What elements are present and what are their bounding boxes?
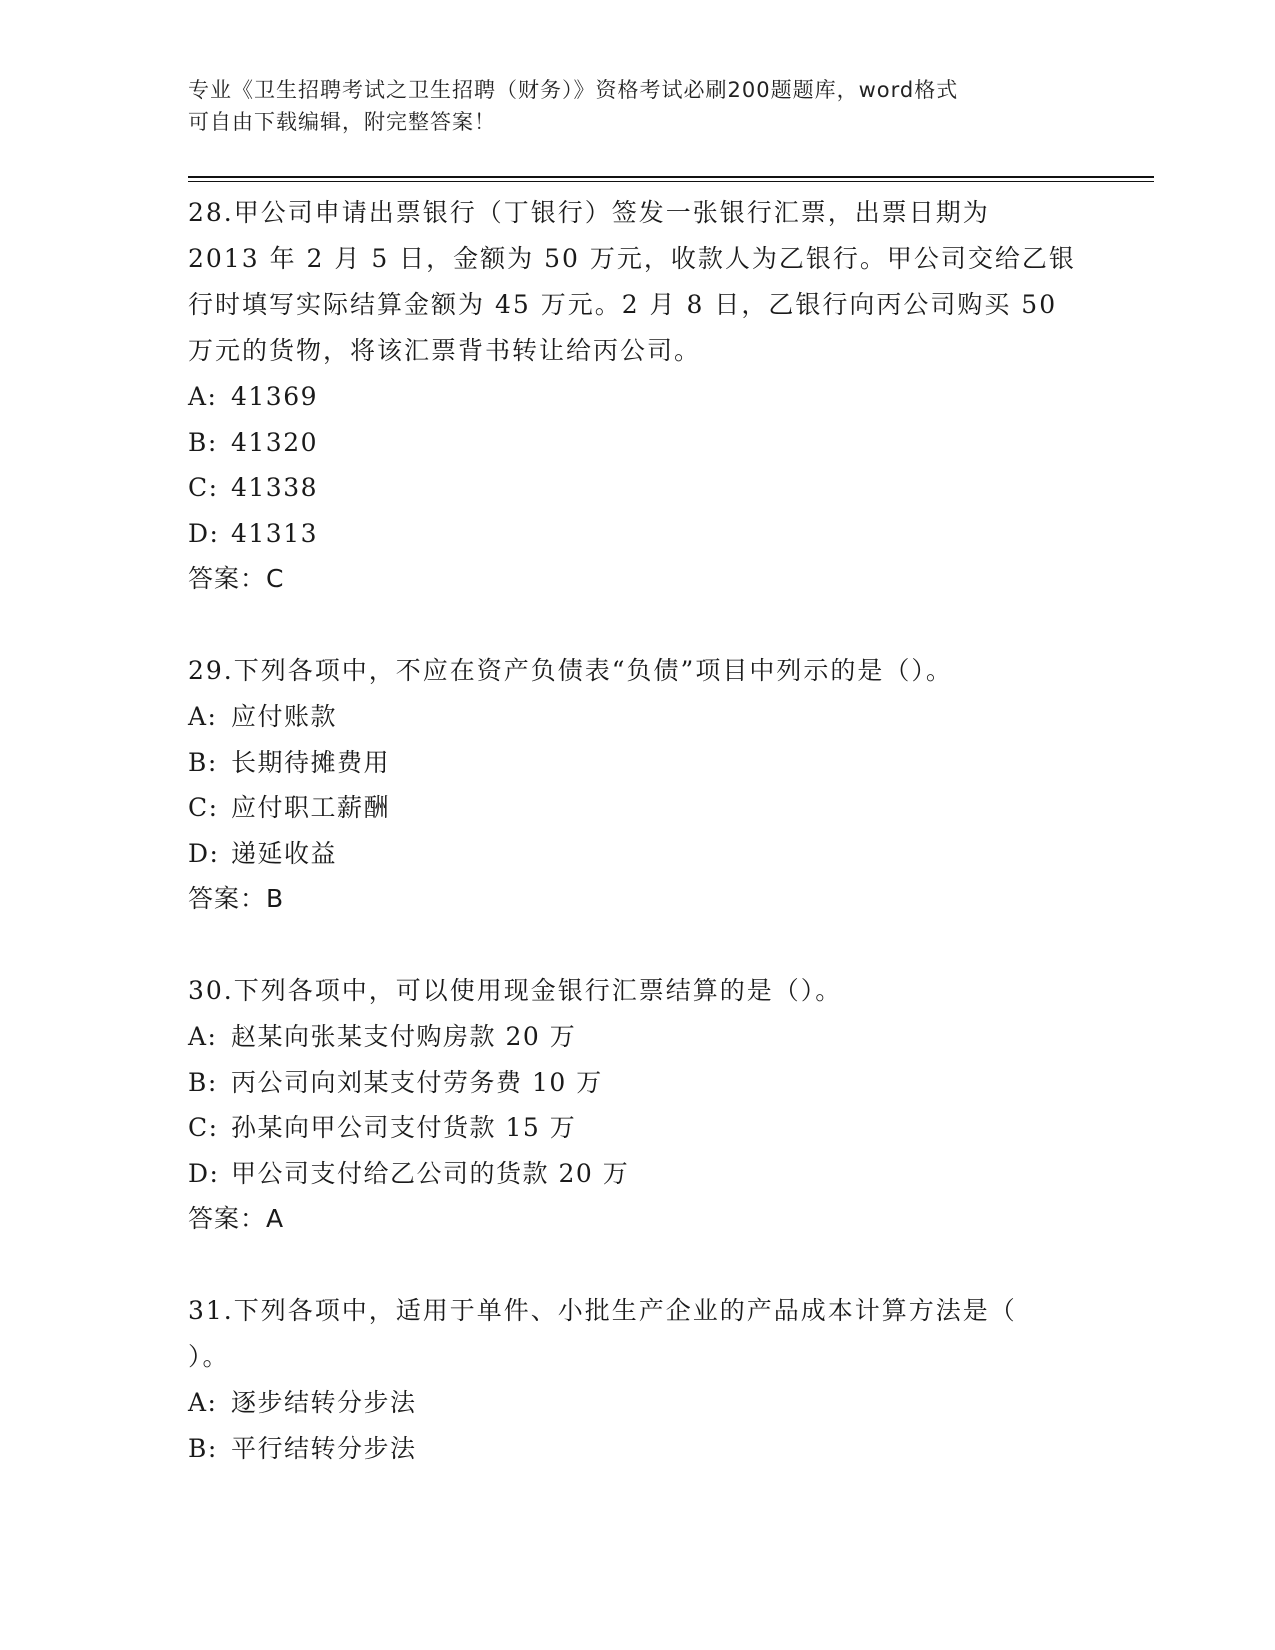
option-a — [188, 1380, 1088, 1426]
option-key: C: — [188, 793, 219, 822]
header-divider — [188, 176, 1154, 178]
option-d — [188, 1151, 1088, 1197]
question-30 — [188, 968, 1088, 1242]
answer-line: 答案：C — [188, 564, 285, 593]
question-28 — [188, 190, 1088, 602]
header-divider-thin — [188, 181, 1154, 182]
answer-line: 答案：B — [188, 884, 285, 913]
question-stem — [188, 648, 1088, 694]
stem-line: 29.下列各项中，不应在资产负债表“负债”项目中列示的是（）。 — [188, 656, 953, 685]
option-c — [188, 1105, 1088, 1151]
option-text: 逐步结转分步法 — [231, 1388, 417, 1417]
stem-line: 2013 年 2 月 5 日，金额为 50 万元，收款人为乙银行。甲公司交给乙银 — [188, 244, 1076, 273]
option-b — [188, 1060, 1088, 1106]
stem-line: 30.下列各项中，可以使用现金银行汇票结算的是（）。 — [188, 976, 843, 1005]
option-key: B: — [188, 747, 218, 777]
stem-line: 行时填写实际结算金额为 45 万元。2 月 8 日，乙银行向丙公司购买 50 — [188, 290, 1058, 319]
option-key: D: — [188, 1158, 220, 1188]
stem-line: 万元的货物，将该汇票背书转让给丙公司。 — [188, 336, 702, 365]
answer-line: 答案：A — [188, 1204, 285, 1233]
option-key: A: — [188, 1388, 218, 1417]
question-29 — [188, 648, 1088, 922]
stem-line: 31.下列各项中，适用于单件、小批生产企业的产品成本计算方法是（ — [188, 1296, 1017, 1325]
option-key: C: — [188, 473, 219, 502]
header-line-2: 可自由下载编辑，附完整答案！ — [188, 110, 496, 134]
document-header — [188, 74, 1068, 138]
option-b — [188, 1426, 1088, 1472]
option-text: 41320 — [231, 427, 319, 457]
option-text: 孙某向甲公司支付货款 15 万 — [231, 1113, 577, 1142]
question-stem — [188, 968, 1088, 1014]
option-text: 应付职工薪酬 — [231, 793, 391, 822]
option-key: A: — [188, 382, 218, 411]
option-c — [188, 785, 1088, 831]
option-a — [188, 694, 1088, 740]
option-key: B: — [188, 1433, 218, 1463]
option-text: 41313 — [231, 518, 319, 548]
question-stem — [188, 1288, 1088, 1380]
option-key: B: — [188, 1067, 218, 1097]
question-list — [188, 190, 1088, 1517]
option-c — [188, 465, 1088, 511]
option-key: D: — [188, 838, 220, 868]
option-a — [188, 1014, 1088, 1060]
option-b — [188, 740, 1088, 786]
option-text: 递延收益 — [231, 838, 338, 868]
option-text: 41338 — [231, 473, 319, 502]
option-b — [188, 420, 1088, 466]
option-text: 甲公司支付给乙公司的货款 20 万 — [231, 1158, 630, 1188]
option-text: 41369 — [231, 382, 319, 411]
question-stem — [188, 190, 1088, 374]
option-text: 丙公司向刘某支付劳务费 10 万 — [231, 1067, 603, 1097]
option-key: B: — [188, 427, 218, 457]
option-text: 应付账款 — [231, 702, 338, 731]
option-key: D: — [188, 518, 220, 548]
option-d — [188, 831, 1088, 877]
option-a — [188, 374, 1088, 420]
question-31 — [188, 1288, 1088, 1471]
option-key: A: — [188, 702, 218, 731]
header-line-1: 专业《卫生招聘考试之卫生招聘（财务）》资格考试必刷200题题库，word格式 — [188, 78, 959, 102]
stem-line: 28.甲公司申请出票银行（丁银行）签发一张银行汇票，出票日期为 — [188, 198, 990, 227]
option-key: C: — [188, 1113, 219, 1142]
option-d — [188, 511, 1088, 557]
option-text: 平行结转分步法 — [231, 1433, 417, 1463]
option-key: A: — [188, 1022, 218, 1051]
option-text: 赵某向张某支付购房款 20 万 — [231, 1022, 577, 1051]
stem-line: ）。 — [188, 1342, 230, 1371]
option-text: 长期待摊费用 — [231, 747, 391, 777]
